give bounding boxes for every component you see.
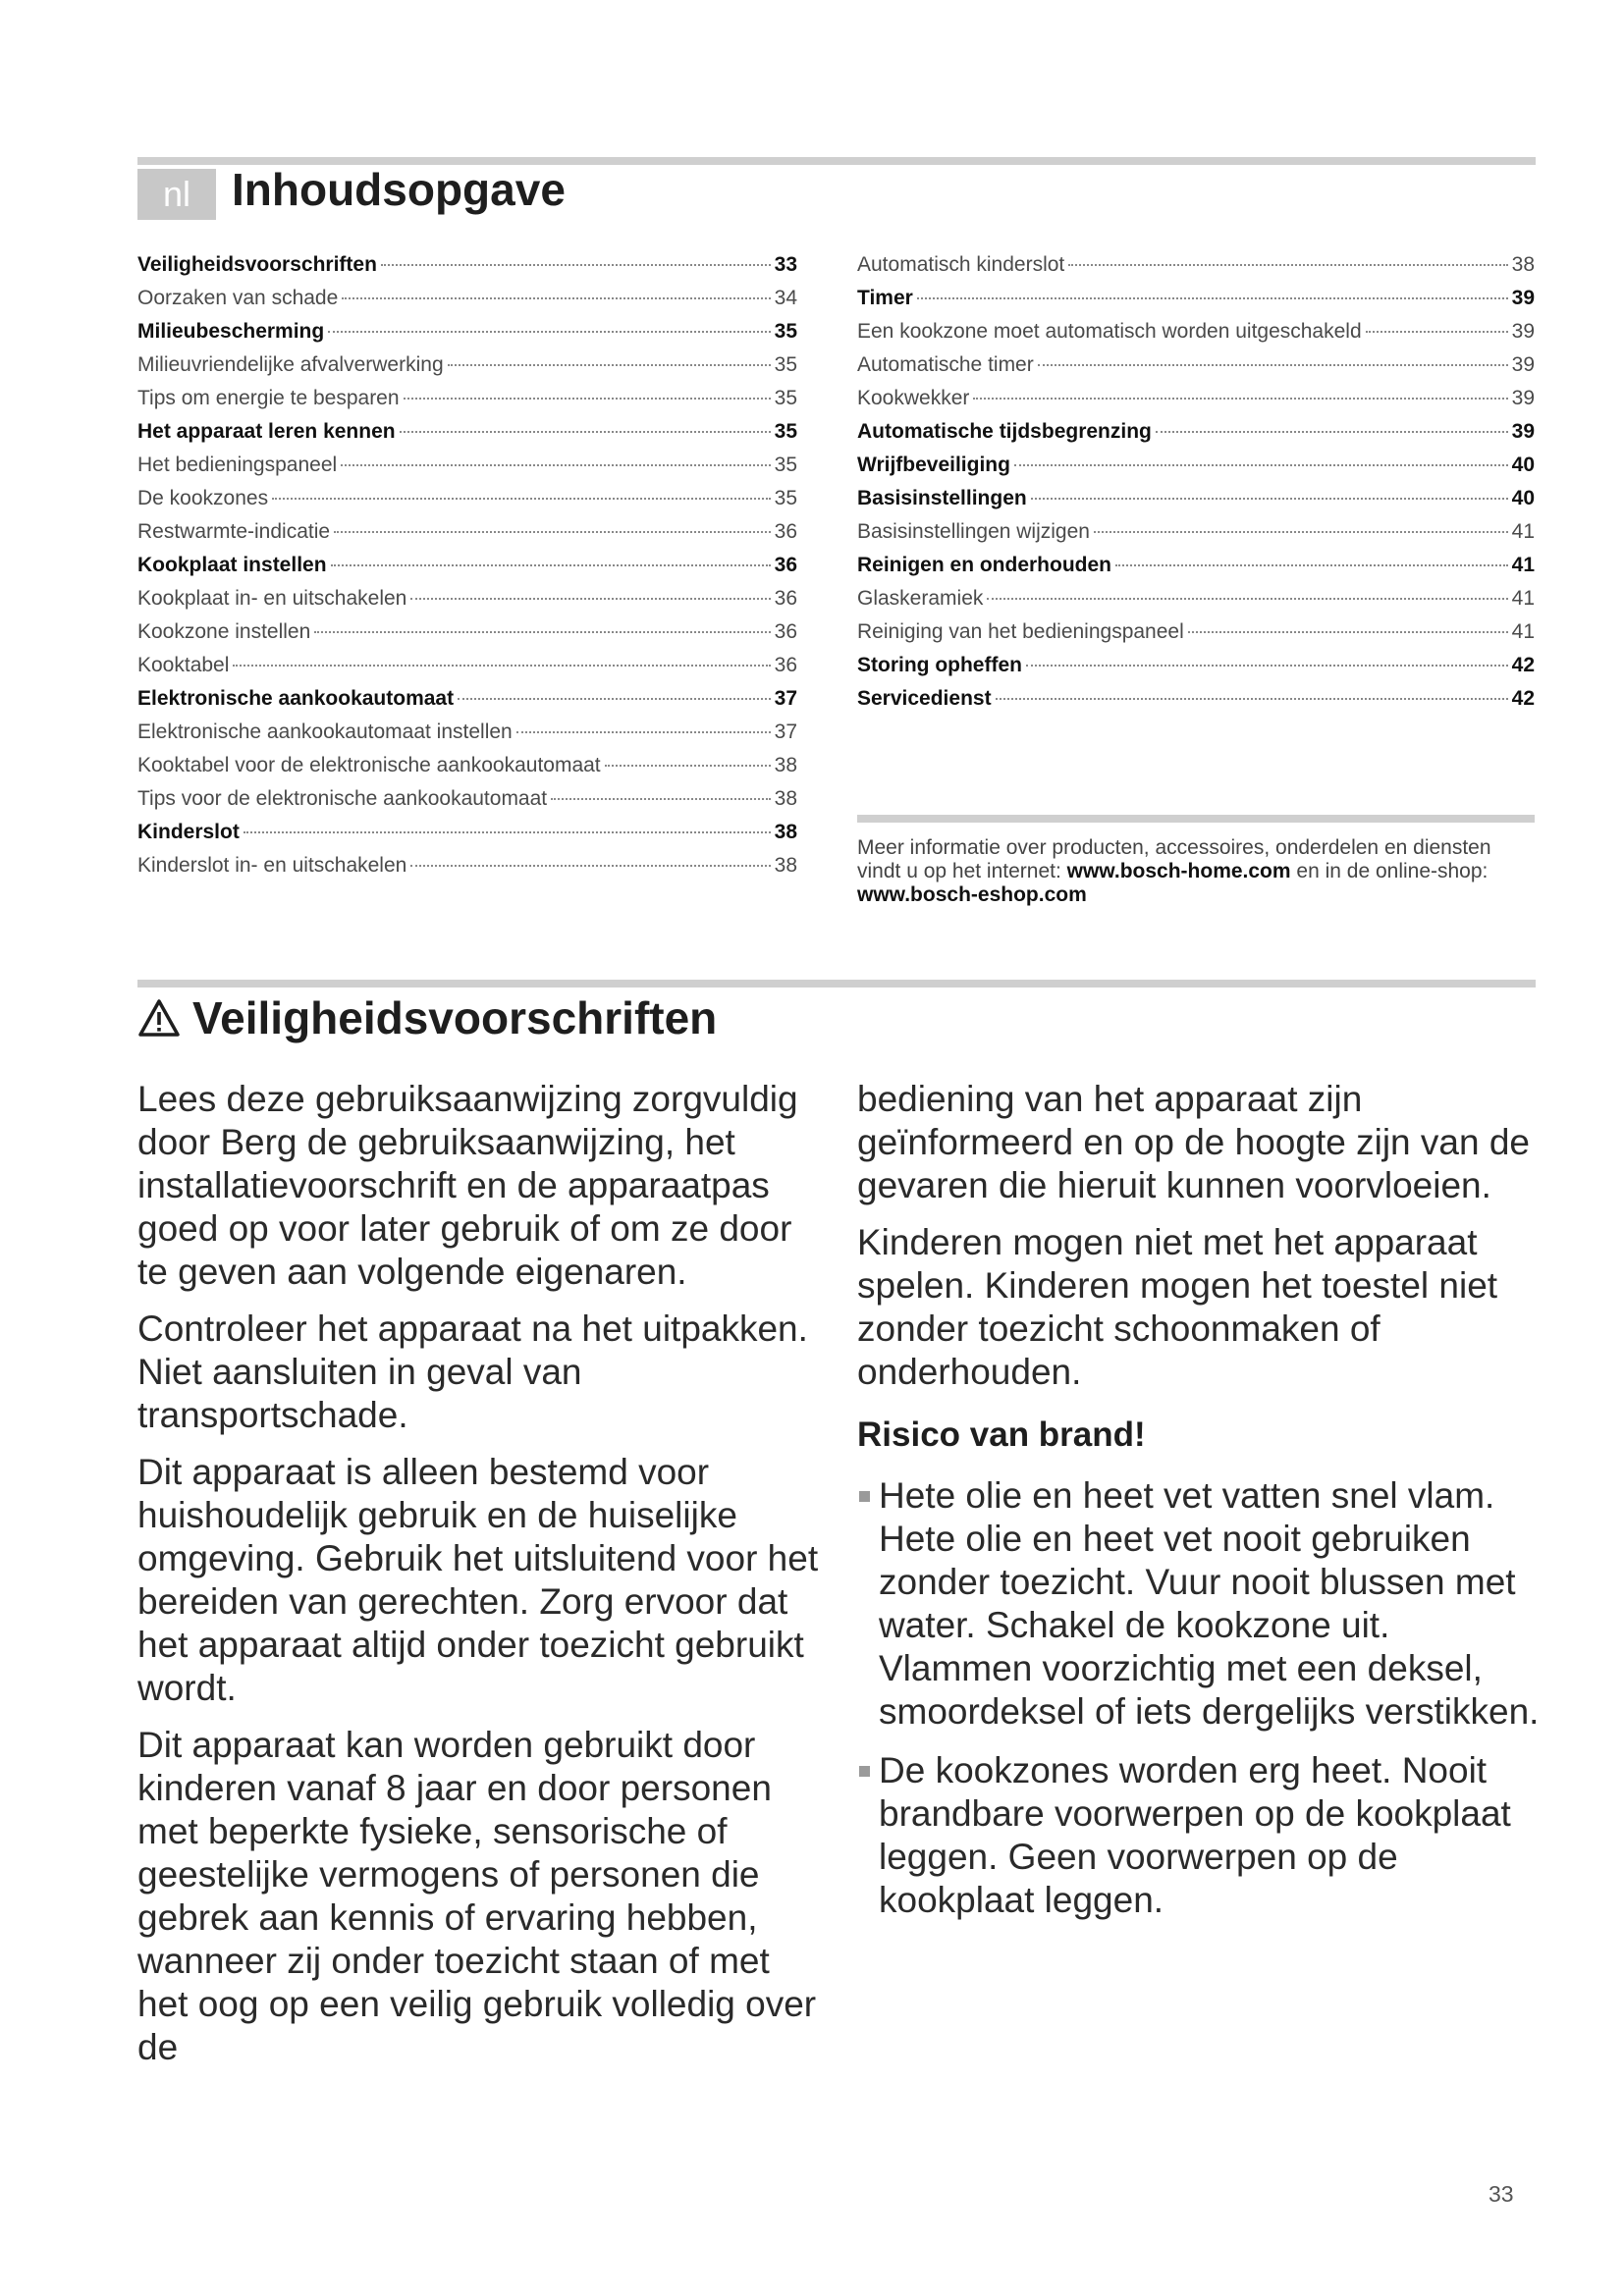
toc-entry-label: Tips om energie te besparen	[137, 387, 400, 409]
info-text-1: Meer informatie over producten, accessoires, onderdelen en diensten vindt u op het internet:	[857, 836, 1491, 882]
toc-entry-label: De kookzones	[137, 487, 269, 509]
toc-entry[interactable]	[137, 854, 797, 887]
toc-entry-label: Het bedieningspaneel	[137, 454, 338, 476]
toc-entry-page: 38	[774, 787, 797, 810]
toc-entry[interactable]	[137, 287, 797, 320]
toc-leader-dots	[334, 531, 771, 533]
toc-entry-page: 36	[774, 554, 797, 576]
toc-leader-dots	[448, 364, 771, 366]
bosch-eshop-link[interactable]: www.bosch-eshop.com	[857, 883, 1087, 906]
toc-entry[interactable]	[137, 320, 797, 353]
safety-paragraph: Dit apparaat is alleen bestemd voor huishoudelijk gebruik en de huiselijke omgeving. Gebruik het uitsluitend voor het bereiden van gerechten. Zorg ervoor dat het apparaat altijd onder toezicht gebruikt wordt.	[137, 1452, 819, 1708]
toc-entry-label: Glaskeramiek	[857, 587, 984, 610]
safety-left-column	[137, 1078, 825, 2083]
toc-leader-dots	[1014, 464, 1508, 466]
toc-entry[interactable]	[857, 253, 1535, 287]
toc-entry-page: 40	[1511, 487, 1535, 509]
safety-paragraph: Lees deze gebruiksaanwijzing zorgvuldig door Berg de gebruiksaanwijzing, het installatievoorschrift en de apparaatpas goed op voor later gebruik of om ze door te geven aan volgende eigenaren.	[137, 1079, 798, 1292]
toc-entry[interactable]	[857, 287, 1535, 320]
toc-entry-page: 33	[774, 253, 797, 276]
toc-entry-page: 40	[1511, 454, 1535, 476]
toc-entry-page: 38	[1511, 253, 1535, 276]
toc-entry-label: Automatisch kinderslot	[857, 253, 1065, 276]
bullet-text: De kookzones worden erg heet. Nooit brandbare voorwerpen op de kookplaat leggen. Geen voorwerpen op de kookplaat leggen.	[879, 1750, 1511, 1920]
toc-entry-page: 38	[774, 754, 797, 776]
toc-entry-label: Tips voor de elektronische aankookautomaat	[137, 787, 548, 810]
toc-entry-label: Timer	[857, 287, 913, 309]
toc-entry[interactable]	[857, 654, 1535, 687]
toc-entry[interactable]	[137, 787, 797, 821]
page-title: Inhoudsopgave	[232, 164, 566, 215]
toc-entry-page: 37	[774, 721, 797, 743]
toc-leader-dots	[458, 698, 771, 700]
toc-entry-page: 42	[1511, 654, 1535, 676]
toc-entry[interactable]	[137, 454, 797, 487]
toc-leader-dots	[551, 798, 771, 800]
toc-entry[interactable]	[137, 420, 797, 454]
toc-entry-label: Storing opheffen	[857, 654, 1022, 676]
toc-entry[interactable]	[857, 420, 1535, 454]
toc-entry[interactable]	[137, 520, 797, 554]
toc-entry-label: Een kookzone moet automatisch worden uitgeschakeld	[857, 320, 1362, 343]
toc-entry-label: Restwarmte-indicatie	[137, 520, 331, 543]
toc-entry-label: Milieuvriendelijke afvalverwerking	[137, 353, 444, 376]
toc-entry-page: 41	[1511, 587, 1535, 610]
safety-divider	[137, 980, 1536, 988]
toc-entry-label: Het apparaat leren kennen	[137, 420, 396, 443]
safety-title: Veiligheidsvoorschriften	[192, 992, 718, 1043]
bullet-square-icon	[859, 1766, 870, 1777]
toc-entry[interactable]	[857, 353, 1535, 387]
toc-leader-dots	[400, 431, 771, 433]
toc-entry-page: 36	[774, 520, 797, 543]
toc-leader-dots	[1068, 264, 1507, 266]
toc-leader-dots	[1115, 564, 1508, 566]
toc-entry-page: 41	[1511, 520, 1535, 543]
toc-entry-label: Oorzaken van schade	[137, 287, 339, 309]
toc-entry[interactable]	[137, 353, 797, 387]
toc-entry-label: Automatische tijdsbegrenzing	[857, 420, 1152, 443]
page-number: 33	[1489, 2181, 1514, 2207]
toc-entry-label: Servicedienst	[857, 687, 992, 710]
toc-leader-dots	[987, 598, 1507, 600]
toc-leader-dots	[917, 297, 1508, 299]
toc-entry-label: Kooktabel voor de elektronische aankookautomaat	[137, 754, 601, 776]
toc-leader-dots	[331, 564, 771, 566]
bullet-text: Hete olie en heet vet vatten snel vlam. Hete olie en heet vet nooit gebruiken zonder toezicht. Vuur nooit blussen met water. Schakel de kookzone uit. Vlammen voorzichtig met een deksel, smoordeksel of iets dergelijks verstikken.	[879, 1475, 1540, 1732]
toc-entry[interactable]	[857, 520, 1535, 554]
toc-entry-label: Elektronische aankookautomaat	[137, 687, 455, 710]
toc-entry-label: Basisinstellingen wijzigen	[857, 520, 1090, 543]
toc-leader-dots	[1031, 498, 1508, 500]
toc-entry-page: 37	[774, 687, 797, 710]
safety-paragraph: Kinderen mogen niet met het apparaat spelen. Kinderen mogen het toestel niet zonder toezicht schoonmaken of onderhouden.	[857, 1222, 1498, 1392]
toc-leader-dots	[996, 698, 1508, 700]
toc-leader-dots	[272, 498, 771, 500]
toc-entry[interactable]	[137, 654, 797, 687]
toc-leader-dots	[410, 865, 770, 867]
toc-entry-label: Kooktabel	[137, 654, 230, 676]
toc-leader-dots	[1038, 364, 1508, 366]
toc-leader-dots	[1366, 331, 1508, 333]
toc-entry[interactable]	[137, 754, 797, 787]
info-text-2: en in de online-shop:	[1290, 860, 1489, 882]
toc-leader-dots	[1094, 531, 1508, 533]
toc-entry-page: 39	[1511, 287, 1535, 309]
toc-entry-label: Automatische timer	[857, 353, 1034, 376]
toc-leader-dots	[381, 264, 771, 266]
bullet-item	[857, 1749, 1544, 1922]
toc-entry[interactable]	[857, 554, 1535, 587]
fire-risk-heading: Risico van brand!	[857, 1415, 1146, 1454]
toc-left-column	[137, 253, 797, 887]
toc-leader-dots	[341, 464, 770, 466]
toc-leader-dots	[328, 331, 770, 333]
toc-entry[interactable]	[137, 253, 797, 287]
toc-entry-page: 39	[1511, 353, 1535, 376]
toc-entry-label: Veiligheidsvoorschriften	[137, 253, 377, 276]
toc-entry-page: 35	[774, 387, 797, 409]
toc-entry-page: 39	[1511, 387, 1535, 409]
toc-entry[interactable]	[857, 320, 1535, 353]
safety-paragraph: Dit apparaat kan worden gebruikt door kinderen vanaf 8 jaar en door personen met beperkte fysieke, sensorische of geestelijke vermogens of personen die gebrek aan kennis of ervaring hebben, wanneer zij onder toezicht staan of met het oog op een veilig gebruik volledig over de	[137, 1725, 817, 2067]
toc-entry[interactable]	[137, 554, 797, 587]
safety-right-column	[857, 1078, 1544, 1938]
toc-leader-dots	[1026, 665, 1508, 667]
language-badge: nl	[137, 169, 216, 220]
toc-entry-label: Milieubescherming	[137, 320, 325, 343]
toc-leader-dots	[973, 398, 1507, 400]
toc-entry[interactable]	[137, 487, 797, 520]
toc-entry-page: 35	[774, 420, 797, 443]
toc-entry-label: Basisinstellingen	[857, 487, 1027, 509]
toc-entry-page: 39	[1511, 420, 1535, 443]
bosch-home-link[interactable]: www.bosch-home.com	[1066, 860, 1291, 882]
toc-entry[interactable]	[857, 587, 1535, 620]
toc-entry[interactable]	[857, 487, 1535, 520]
toc-entry-label: Kookplaat instellen	[137, 554, 327, 576]
toc-leader-dots	[516, 731, 771, 733]
toc-leader-dots	[605, 765, 771, 767]
safety-paragraph: bediening van het apparaat zijn geïnformeerd en op de hoogte zijn van de gevaren die hieruit kunnen voorvloeien.	[857, 1079, 1530, 1205]
toc-entry-page: 34	[774, 287, 797, 309]
toc-entry-page: 35	[774, 320, 797, 343]
bullet-item	[857, 1474, 1544, 1734]
toc-entry-page: 41	[1511, 620, 1535, 643]
toc-entry-page: 36	[774, 620, 797, 643]
toc-entry-page: 36	[774, 587, 797, 610]
toc-leader-dots	[244, 831, 771, 833]
toc-leader-dots	[410, 598, 770, 600]
safety-paragraph: Controleer het apparaat na het uitpakken. Niet aansluiten in geval van transportschade.	[137, 1308, 808, 1435]
toc-entry-page: 35	[774, 454, 797, 476]
toc-entry[interactable]	[137, 620, 797, 654]
toc-entry[interactable]	[137, 387, 797, 420]
toc-entry[interactable]	[137, 687, 797, 721]
toc-entry[interactable]	[857, 454, 1535, 487]
bullet-square-icon	[859, 1491, 870, 1502]
toc-entry-page: 41	[1511, 554, 1535, 576]
toc-leader-dots	[314, 631, 770, 633]
toc-leader-dots	[1156, 431, 1508, 433]
toc-leader-dots	[233, 665, 770, 667]
online-info	[857, 836, 1535, 907]
toc-entry-page: 35	[774, 353, 797, 376]
toc-entry-label: Elektronische aankookautomaat instellen	[137, 721, 513, 743]
toc-entry-label: Reinigen en onderhouden	[857, 554, 1112, 576]
info-divider	[857, 815, 1535, 823]
toc-entry-label: Kookzone instellen	[137, 620, 311, 643]
toc-leader-dots	[404, 398, 771, 400]
toc-entry[interactable]	[137, 587, 797, 620]
toc-entry[interactable]	[857, 387, 1535, 420]
toc-entry-page: 36	[774, 654, 797, 676]
toc-entry-label: Kookplaat in- en uitschakelen	[137, 587, 407, 610]
warning-triangle-icon	[137, 998, 181, 1038]
toc-leader-dots	[342, 297, 770, 299]
toc-entry-page: 39	[1511, 320, 1535, 343]
toc-entry-page: 38	[774, 821, 797, 843]
safety-heading	[137, 991, 717, 1044]
toc-entry[interactable]	[857, 687, 1535, 721]
toc-right-column	[857, 253, 1535, 721]
toc-entry-page: 42	[1511, 687, 1535, 710]
toc-entry[interactable]	[137, 821, 797, 854]
toc-entry[interactable]	[857, 620, 1535, 654]
toc-entry-label: Wrijfbeveiliging	[857, 454, 1010, 476]
toc-entry-label: Kinderslot	[137, 821, 240, 843]
toc-entry[interactable]	[137, 721, 797, 754]
toc-entry-page: 35	[774, 487, 797, 509]
toc-entry-label: Kinderslot in- en uitschakelen	[137, 854, 407, 877]
toc-entry-label: Kookwekker	[857, 387, 970, 409]
toc-entry-page: 38	[774, 854, 797, 877]
toc-entry-label: Reiniging van het bedieningspaneel	[857, 620, 1184, 643]
toc-leader-dots	[1188, 631, 1508, 633]
